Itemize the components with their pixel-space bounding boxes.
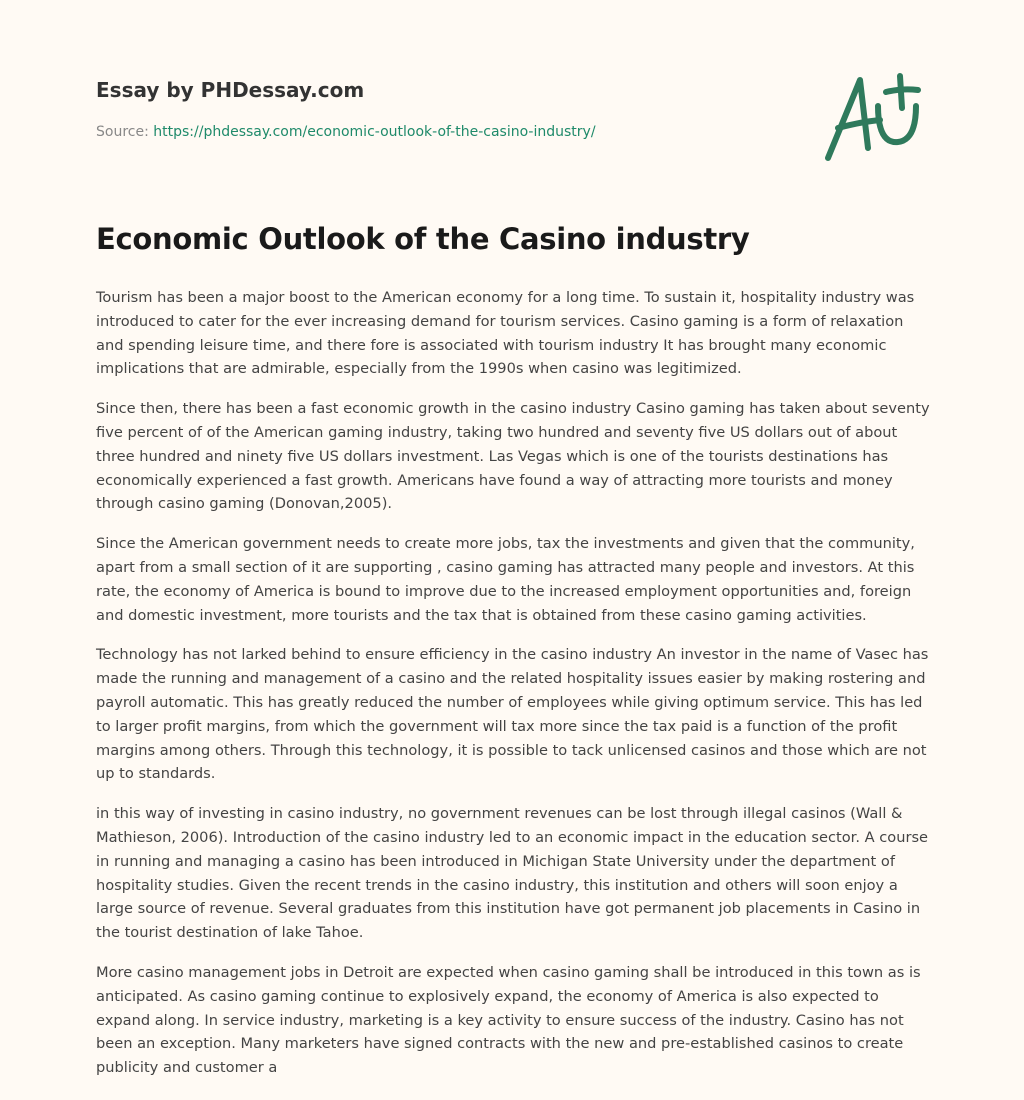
a-plus-logo-icon	[820, 66, 930, 166]
paragraph: Since the American government needs to create more jobs, tax the investments and given that the community, apart from a small section of it are supporting , casino gaming has attracted many people and investors. At this rate, the economy of America is bound to improve due to the increased employment opportunities and, foreign and domestic investment, more tourists and the tax that is obtained from these casino gaming activities.	[96, 535, 915, 624]
paragraph: in this way of investing in casino industry, no government revenues can be lost through illegal casinos (Wall & Mathieson, 2006). Introduction of the casino industry led to an economic impact in the education sector. A course in running and managing a casino has been introduced in Michigan State University under the department of hospitality studies. Given the recent trends in the casino industry, this institution and others will soon enjoy a large source of revenue. Several graduates from this institution have got permanent job placements in Casino in the tourist destination of lake Tahoe.	[96, 805, 929, 942]
page-title: Economic Outlook of the Casino industry	[96, 222, 750, 256]
source-label: Source:	[96, 124, 149, 140]
paragraph: Tourism has been a major boost to the American economy for a long time. To sustain it, hospitality industry was introduced to cater for the ever increasing demand for tourism services. Casino gaming is a form of relaxation and spending leisure time, and there fore is associated with tourism industry It has brought many economic implications that are admirable, especially from the 1990s when casino was legitimized.	[96, 289, 915, 378]
source-line	[96, 124, 596, 140]
paragraph: Since then, there has been a fast economic growth in the casino industry Casino gaming has taken about seventy five percent of of the American gaming industry, taking two hundred and seventy five US dollars out of about three hundred and ninety five US dollars investment. Las Vegas which is one of the tourists destinations has economically experienced a fast growth. Americans have found a way of attracting more tourists and money through casino gaming (Donovan,2005).	[96, 400, 930, 513]
site-brand: Essay by PHDessay.com	[96, 78, 365, 102]
paragraph: Technology has not larked behind to ensure efficiency in the casino industry An investor in the name of Vasec has made the running and management of a casino and the related hospitality issues easier by making rostering and payroll automatic. This has greatly reduced the number of employees while giving optimum service. This has led to larger profit margins, from which the government will tax more since the tax paid is a function of the profit margins among others. Through this technology, it is possible to tack unlicensed casinos and those which are not up to standards.	[96, 646, 929, 783]
article-body	[96, 286, 930, 1096]
source-link[interactable]: https://phdessay.com/economic-outlook-of-the-casino-industry/	[153, 124, 596, 140]
paragraph: More casino management jobs in Detroit are expected when casino gaming shall be introduced in this town as is anticipated. As casino gaming continue to explosively expand, the economy of America is also expected to expand along. In service industry, marketing is a key activity to ensure success of the industry. Casino has not been an exception. Many marketers have signed contracts with the new and pre-established casinos to create publicity and customer a	[96, 963, 921, 1077]
